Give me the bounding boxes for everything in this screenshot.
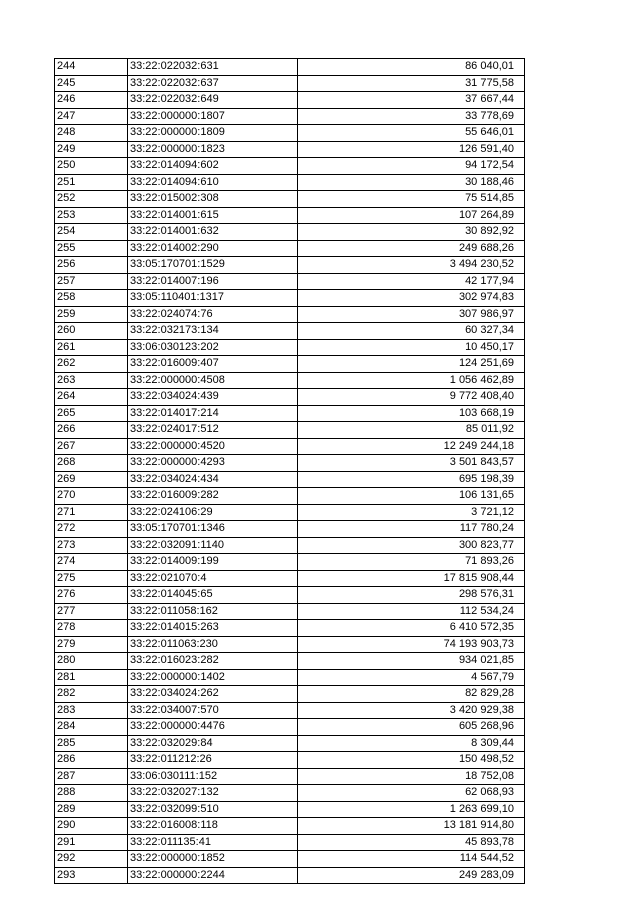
cadastral-number-cell: 33:22:024106:29 (128, 504, 298, 521)
row-number-cell: 279 (55, 636, 128, 653)
cadastral-value-cell: 605 268,96 (298, 719, 525, 736)
table-row (55, 735, 525, 752)
row-number-cell: 252 (55, 191, 128, 208)
cadastral-value-cell: 117 780,24 (298, 521, 525, 538)
cadastral-number-cell: 33:22:000000:4476 (128, 719, 298, 736)
row-number-cell: 270 (55, 488, 128, 505)
cadastral-number-cell: 33:22:032091:1140 (128, 537, 298, 554)
cadastral-number-cell: 33:06:030111:152 (128, 768, 298, 785)
cadastral-value-cell: 30 892,92 (298, 224, 525, 241)
cadastral-value-cell: 249 283,09 (298, 867, 525, 884)
row-number-cell: 245 (55, 75, 128, 92)
table-row (55, 554, 525, 571)
cadastral-number-cell: 33:22:014001:632 (128, 224, 298, 241)
row-number-cell: 289 (55, 801, 128, 818)
cadastral-value-cell: 3 721,12 (298, 504, 525, 521)
cadastral-value-cell: 103 668,19 (298, 405, 525, 422)
row-number-cell: 291 (55, 834, 128, 851)
table-row (55, 108, 525, 125)
cadastral-number-cell: 33:22:016009:282 (128, 488, 298, 505)
table-row (55, 59, 525, 76)
cadastral-value-cell: 150 498,52 (298, 752, 525, 769)
cadastral-value-cell: 1 056 462,89 (298, 372, 525, 389)
cadastral-number-cell: 33:22:034024:439 (128, 389, 298, 406)
table-row (55, 521, 525, 538)
cadastral-number-cell: 33:22:032027:132 (128, 785, 298, 802)
table-row (55, 273, 525, 290)
table-row (55, 834, 525, 851)
cadastral-number-cell: 33:22:014094:610 (128, 174, 298, 191)
cadastral-number-cell: 33:22:024017:512 (128, 422, 298, 439)
row-number-cell: 262 (55, 356, 128, 373)
table-row (55, 867, 525, 884)
table-row (55, 653, 525, 670)
table-row (55, 438, 525, 455)
row-number-cell: 260 (55, 323, 128, 340)
cadastral-value-cell: 55 646,01 (298, 125, 525, 142)
row-number-cell: 269 (55, 471, 128, 488)
row-number-cell: 247 (55, 108, 128, 125)
table-row (55, 488, 525, 505)
cadastral-value-cell: 3 420 929,38 (298, 702, 525, 719)
table-row (55, 785, 525, 802)
cadastral-value-cell: 85 011,92 (298, 422, 525, 439)
cadastral-value-cell: 9 772 408,40 (298, 389, 525, 406)
cadastral-value-cell: 302 974,83 (298, 290, 525, 307)
row-number-cell: 290 (55, 818, 128, 835)
cadastral-number-cell: 33:22:022032:649 (128, 92, 298, 109)
cadastral-number-cell: 33:22:000000:4520 (128, 438, 298, 455)
cadastral-number-cell: 33:22:016009:407 (128, 356, 298, 373)
row-number-cell: 256 (55, 257, 128, 274)
cadastral-number-cell: 33:22:000000:1807 (128, 108, 298, 125)
cadastral-number-cell: 33:22:011135:41 (128, 834, 298, 851)
table-row (55, 207, 525, 224)
row-number-cell: 265 (55, 405, 128, 422)
row-number-cell: 267 (55, 438, 128, 455)
table-row (55, 339, 525, 356)
row-number-cell: 276 (55, 587, 128, 604)
cadastral-number-cell: 33:22:022032:631 (128, 59, 298, 76)
cadastral-number-cell: 33:22:014007:196 (128, 273, 298, 290)
row-number-cell: 253 (55, 207, 128, 224)
cadastral-number-cell: 33:22:014015:263 (128, 620, 298, 637)
table-row (55, 603, 525, 620)
cadastral-value-cell: 12 249 244,18 (298, 438, 525, 455)
row-number-cell: 286 (55, 752, 128, 769)
cadastral-value-cell: 37 667,44 (298, 92, 525, 109)
table-row (55, 504, 525, 521)
cadastral-value-cell: 94 172,54 (298, 158, 525, 175)
table-row (55, 851, 525, 868)
row-number-cell: 282 (55, 686, 128, 703)
row-number-cell: 248 (55, 125, 128, 142)
cadastral-value-cell: 307 986,97 (298, 306, 525, 323)
row-number-cell: 271 (55, 504, 128, 521)
cadastral-number-cell: 33:05:170701:1346 (128, 521, 298, 538)
cadastral-number-cell: 33:22:000000:4508 (128, 372, 298, 389)
cadastral-number-cell: 33:22:034024:262 (128, 686, 298, 703)
cadastral-value-cell: 3 501 843,57 (298, 455, 525, 472)
cadastral-number-cell: 33:22:016008:118 (128, 818, 298, 835)
cadastral-number-cell: 33:22:011212:26 (128, 752, 298, 769)
row-number-cell: 272 (55, 521, 128, 538)
cadastral-number-cell: 33:22:000000:1402 (128, 669, 298, 686)
row-number-cell: 292 (55, 851, 128, 868)
row-number-cell: 287 (55, 768, 128, 785)
table-row (55, 587, 525, 604)
cadastral-number-cell: 33:22:000000:1809 (128, 125, 298, 142)
cadastral-value-cell: 107 264,89 (298, 207, 525, 224)
row-number-cell: 250 (55, 158, 128, 175)
cadastral-value-cell: 4 567,79 (298, 669, 525, 686)
row-number-cell: 266 (55, 422, 128, 439)
cadastral-value-cell: 33 778,69 (298, 108, 525, 125)
table-row (55, 620, 525, 637)
table-row (55, 801, 525, 818)
row-number-cell: 255 (55, 240, 128, 257)
cadastral-number-cell: 33:22:024074:76 (128, 306, 298, 323)
row-number-cell: 288 (55, 785, 128, 802)
table-row (55, 356, 525, 373)
table-row (55, 75, 525, 92)
cadastral-number-cell: 33:22:014045:65 (128, 587, 298, 604)
table-row (55, 405, 525, 422)
table-row (55, 669, 525, 686)
cadastral-number-cell: 33:22:015002:308 (128, 191, 298, 208)
cadastral-value-cell: 6 410 572,35 (298, 620, 525, 637)
cadastral-value-cell: 74 193 903,73 (298, 636, 525, 653)
cadastral-value-cell: 300 823,77 (298, 537, 525, 554)
table-row (55, 92, 525, 109)
table-row (55, 719, 525, 736)
table-row (55, 372, 525, 389)
document-sheet (54, 58, 525, 884)
table-row (55, 240, 525, 257)
cadastral-number-cell: 33:22:014002:290 (128, 240, 298, 257)
cadastral-value-cell: 71 893,26 (298, 554, 525, 571)
row-number-cell: 275 (55, 570, 128, 587)
table-row (55, 158, 525, 175)
cadastral-value-cell: 45 893,78 (298, 834, 525, 851)
row-number-cell: 261 (55, 339, 128, 356)
row-number-cell: 277 (55, 603, 128, 620)
cadastral-value-cell: 10 450,17 (298, 339, 525, 356)
row-number-cell: 274 (55, 554, 128, 571)
cadastral-value-cell: 695 198,39 (298, 471, 525, 488)
cadastral-value-cell: 86 040,01 (298, 59, 525, 76)
row-number-cell: 264 (55, 389, 128, 406)
row-number-cell: 249 (55, 141, 128, 158)
cadastral-value-cell: 249 688,26 (298, 240, 525, 257)
cadastral-number-cell: 33:22:014094:602 (128, 158, 298, 175)
table-row (55, 174, 525, 191)
table-row (55, 422, 525, 439)
cadastral-number-cell: 33:22:021070:4 (128, 570, 298, 587)
cadastral-value-cell: 1 263 699,10 (298, 801, 525, 818)
cadastral-number-cell: 33:22:000000:2244 (128, 867, 298, 884)
row-number-cell: 257 (55, 273, 128, 290)
table-row (55, 636, 525, 653)
table-row (55, 306, 525, 323)
row-number-cell: 268 (55, 455, 128, 472)
cadastral-value-cell: 112 534,24 (298, 603, 525, 620)
cadastral-number-cell: 33:22:032173:134 (128, 323, 298, 340)
cadastral-number-cell: 33:05:170701:1529 (128, 257, 298, 274)
cadastral-value-cell: 60 327,34 (298, 323, 525, 340)
cadastral-value-cell: 8 309,44 (298, 735, 525, 752)
cadastral-value-cell: 298 576,31 (298, 587, 525, 604)
cadastral-number-cell: 33:22:032029:84 (128, 735, 298, 752)
cadastral-number-cell: 33:06:030123:202 (128, 339, 298, 356)
cadastral-number-cell: 33:22:016023:282 (128, 653, 298, 670)
cadastral-value-cell: 31 775,58 (298, 75, 525, 92)
table-row (55, 191, 525, 208)
cadastral-number-cell: 33:22:011063:230 (128, 636, 298, 653)
cadastral-value-cell: 17 815 908,44 (298, 570, 525, 587)
cadastral-value-cell: 934 021,85 (298, 653, 525, 670)
row-number-cell: 284 (55, 719, 128, 736)
table-body (55, 59, 525, 884)
cadastral-value-cell: 62 068,93 (298, 785, 525, 802)
row-number-cell: 251 (55, 174, 128, 191)
row-number-cell: 259 (55, 306, 128, 323)
cadastral-value-cell: 82 829,28 (298, 686, 525, 703)
cadastral-value-cell: 75 514,85 (298, 191, 525, 208)
cadastral-value-cell: 124 251,69 (298, 356, 525, 373)
table-row (55, 224, 525, 241)
row-number-cell: 254 (55, 224, 128, 241)
row-number-cell: 263 (55, 372, 128, 389)
cadastral-number-cell: 33:22:034024:434 (128, 471, 298, 488)
table-row (55, 257, 525, 274)
cadastral-value-cell: 106 131,65 (298, 488, 525, 505)
cadastral-number-cell: 33:22:034007:570 (128, 702, 298, 719)
row-number-cell: 280 (55, 653, 128, 670)
cadastral-number-cell: 33:22:022032:637 (128, 75, 298, 92)
cadastral-value-cell: 3 494 230,52 (298, 257, 525, 274)
row-number-cell: 244 (55, 59, 128, 76)
table-row (55, 290, 525, 307)
table-row (55, 141, 525, 158)
table-row (55, 570, 525, 587)
table-row (55, 686, 525, 703)
cadastral-value-cell: 30 188,46 (298, 174, 525, 191)
table-row (55, 768, 525, 785)
cadastral-value-cell: 42 177,94 (298, 273, 525, 290)
table-row (55, 323, 525, 340)
row-number-cell: 246 (55, 92, 128, 109)
cadastral-number-cell: 33:22:000000:1852 (128, 851, 298, 868)
row-number-cell: 258 (55, 290, 128, 307)
table-row (55, 455, 525, 472)
table-row (55, 702, 525, 719)
cadastral-value-cell: 126 591,40 (298, 141, 525, 158)
table-row (55, 752, 525, 769)
table-row (55, 125, 525, 142)
cadastral-value-table (54, 58, 525, 884)
table-row (55, 471, 525, 488)
row-number-cell: 285 (55, 735, 128, 752)
cadastral-number-cell: 33:22:032099:510 (128, 801, 298, 818)
cadastral-number-cell: 33:05:110401:1317 (128, 290, 298, 307)
cadastral-value-cell: 114 544,52 (298, 851, 525, 868)
cadastral-value-cell: 18 752,08 (298, 768, 525, 785)
row-number-cell: 283 (55, 702, 128, 719)
cadastral-number-cell: 33:22:014009:199 (128, 554, 298, 571)
row-number-cell: 293 (55, 867, 128, 884)
cadastral-number-cell: 33:22:000000:4293 (128, 455, 298, 472)
row-number-cell: 273 (55, 537, 128, 554)
cadastral-number-cell: 33:22:000000:1823 (128, 141, 298, 158)
cadastral-value-cell: 13 181 914,80 (298, 818, 525, 835)
table-row (55, 818, 525, 835)
row-number-cell: 281 (55, 669, 128, 686)
cadastral-number-cell: 33:22:014001:615 (128, 207, 298, 224)
cadastral-number-cell: 33:22:011058:162 (128, 603, 298, 620)
table-row (55, 389, 525, 406)
table-row (55, 537, 525, 554)
row-number-cell: 278 (55, 620, 128, 637)
cadastral-number-cell: 33:22:014017:214 (128, 405, 298, 422)
